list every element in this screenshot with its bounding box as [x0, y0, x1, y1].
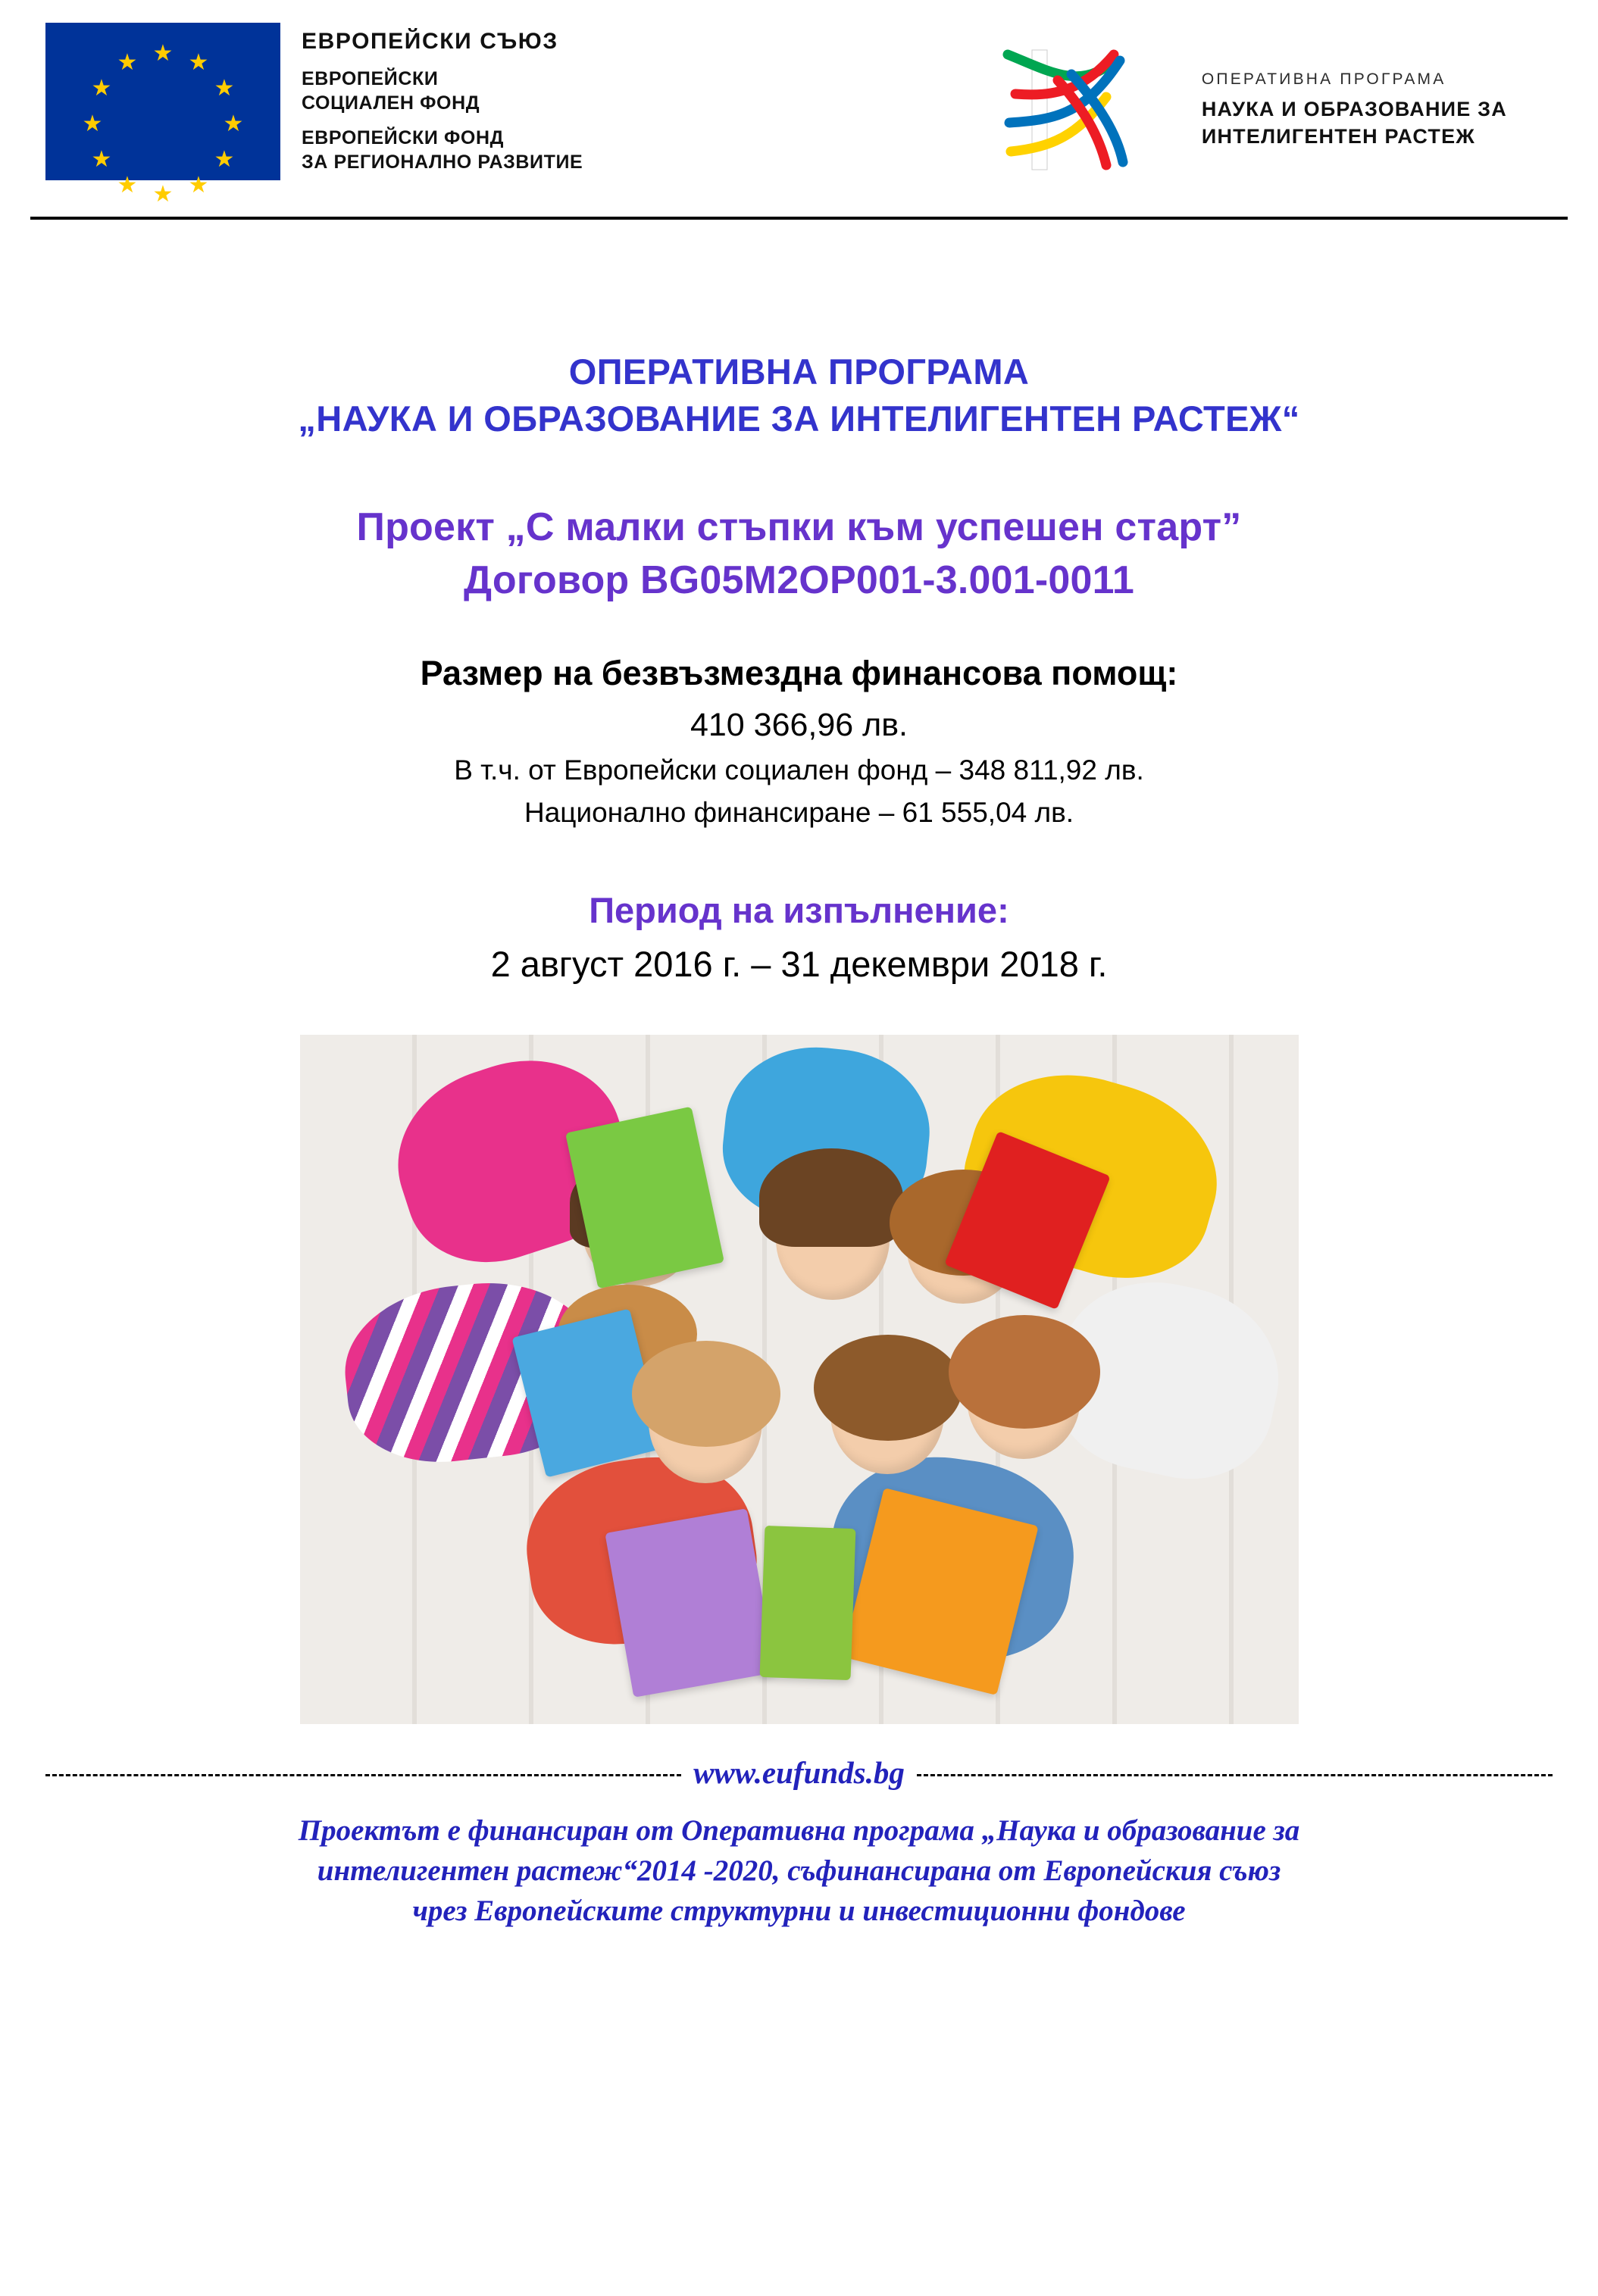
program-heading-line1: ОПЕРАТИВНА ПРОГРАМА — [568, 351, 1030, 392]
op-logo-text — [1202, 70, 1507, 149]
project-contract-number: Договор BG05M2OP001-3.001-0011 — [464, 558, 1134, 602]
period-value: 2 август 2016 г. – 31 декември 2018 г. — [490, 944, 1108, 985]
document-header — [0, 0, 1598, 220]
footer-website-link[interactable]: www.eufunds.bg — [693, 1755, 905, 1791]
eu-erdf-line2: ЗА РЕГИОНАЛНО РАЗВИТИЕ — [302, 152, 583, 173]
footer-funding-line3: чрез Европейските структурни и инвестиционни фондове — [412, 1895, 1186, 1928]
eu-esf-line2: СОЦИАЛЕН ФОНД — [302, 92, 480, 114]
photo-container — [61, 1035, 1537, 1724]
eu-esf-label — [302, 67, 583, 115]
period-label: Период на изпълнение: — [589, 890, 1009, 931]
op-name-line2: ИНТЕЛИГЕНТЕН РАСТЕЖ — [1201, 124, 1475, 148]
grant-amount: 410 366,96 лв. — [690, 707, 908, 744]
project-title — [61, 501, 1537, 607]
op-logo-block — [993, 23, 1507, 176]
eu-flag-icon: ★ ★ ★ ★ ★ ★ ★ ★ ★ ★ ★ ★ — [45, 23, 280, 180]
op-name-line1: НАУКА И ОБРАЗОВАНИЕ ЗА — [1201, 98, 1507, 121]
footer-dash-right — [917, 1774, 1553, 1776]
header-divider — [30, 217, 1568, 220]
eu-title: ЕВРОПЕЙСКИ СЪЮЗ — [302, 29, 558, 54]
footer-website-row — [45, 1754, 1553, 1791]
footer-funding-note — [45, 1810, 1553, 1931]
document-footer — [0, 1754, 1598, 1931]
program-heading — [61, 348, 1537, 442]
grant-esf-share: В т.ч. от Европейски социален фонд – 348 811,92 лв. — [454, 754, 1144, 786]
footer-dash-left — [45, 1774, 681, 1776]
document-body — [0, 348, 1598, 1724]
eu-erdf-line1: ЕВРОПЕЙСКИ ФОНД — [302, 127, 505, 148]
project-title-line1: Проект „С малки стъпки към успешен старт” — [356, 505, 1242, 550]
grant-label: Размер на безвъзмездна финансова помощ: — [420, 654, 1178, 693]
footer-funding-line1: Проектът е финансиран от Оперативна програма „Наука и образование за — [298, 1814, 1300, 1848]
eu-logo-text — [302, 23, 583, 185]
program-heading-line2: „НАУКА И ОБРАЗОВАНИЕ ЗА ИНТЕЛИГЕНТЕН РАСТЕЖ“ — [298, 398, 1300, 439]
grant-national-share: Национално финансиране – 61 555,04 лв. — [524, 797, 1074, 829]
eu-erdf-label — [302, 126, 583, 174]
op-small-title: ОПЕРАТИВНА ПРОГРАМА — [1201, 70, 1446, 89]
eu-esf-line1: ЕВРОПЕЙСКИ — [302, 68, 439, 89]
eu-logo-block — [45, 23, 583, 207]
footer-funding-line2: интелигентен растеж“2014 -2020, съфинансирана от Европейския съюз — [317, 1854, 1281, 1888]
op-science-education-logo-icon — [993, 44, 1182, 176]
children-lying-in-circle-with-books-photo — [300, 1035, 1299, 1724]
